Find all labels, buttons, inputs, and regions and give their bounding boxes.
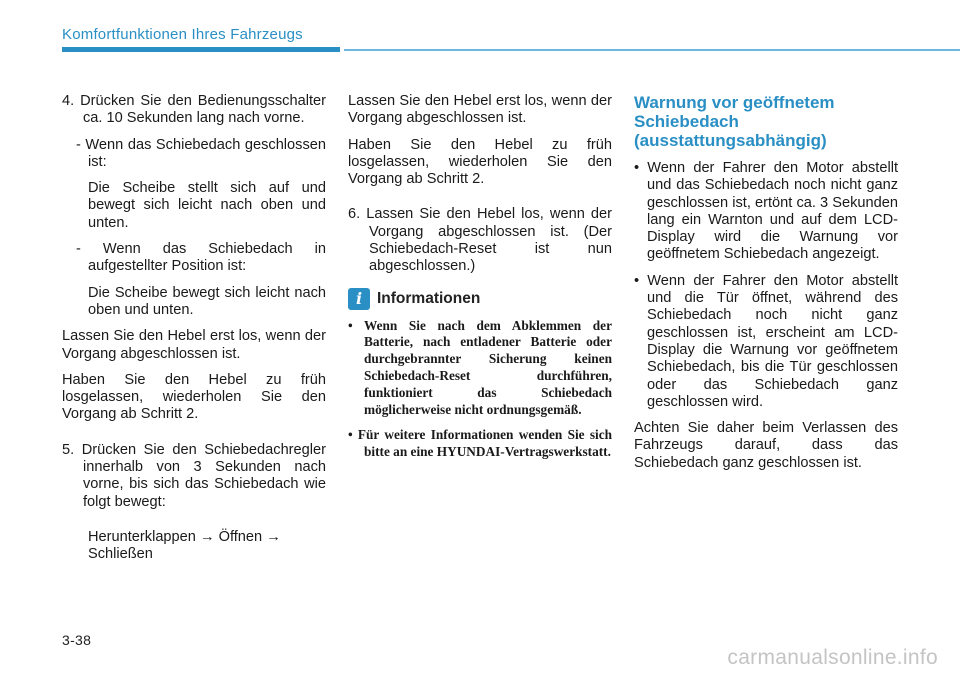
section-header: Komfortfunktionen Ihres Fahrzeugs: [62, 26, 303, 43]
warning-bullet-engine-off: • Wenn der Fahrer den Motor abstellt und das Schiebedach noch nicht ganz geschlossen ist, ertönt ca. 3 Sekunden lang ein Warnton und auf dem LCD-Display wird die Warnung vor geöffnetem Schiebedach angezeigt.: [634, 160, 898, 263]
early-release-note: Haben Sie den Hebel zu früh losgelassen, wiederholen Sie den Vorgang ab Schritt 2.: [348, 136, 612, 188]
page-number: 3-38: [62, 632, 92, 648]
release-note: Lassen Sie den Hebel erst los, wenn der Vorgang abgeschlossen ist.: [348, 93, 612, 127]
case-tilted-label: - Wenn das Schiebedach in aufgestellter Position ist:: [76, 241, 326, 275]
header-bar: [62, 47, 340, 52]
warning-bullet-door-open: • Wenn der Fahrer den Motor abstellt und die Tür öffnet, während des Schiebedach noch nicht ganz geschlossen ist, erscheint am LCD-Display die Warnung vor geöffnetem Schiebedach, bis die Tür geschlossen oder das Schiebedach ganz geschlossen wird.: [634, 272, 898, 410]
step-4: 4. Drücken Sie den Bedienungsschalter ca. 10 Sekunden lang nach vorne.: [62, 93, 326, 127]
header-rule: [344, 49, 960, 51]
info-icon: i: [348, 288, 370, 310]
info-header: [348, 288, 612, 310]
case-tilted-text: Die Scheibe bewegt sich leicht nach oben und unten.: [88, 284, 326, 318]
watermark: carmanualsonline.info: [727, 646, 938, 669]
step-5: 5. Drücken Sie den Schiebedachregler innerhalb von 3 Sekunden nach vorne, bis sich das Schiebedach wie folgt bewegt:: [62, 441, 326, 510]
release-note: Lassen Sie den Hebel erst los, wenn der Vorgang abgeschlossen ist.: [62, 328, 326, 362]
case-closed-text: Die Scheibe stellt sich auf und bewegt sich leicht nach oben und unten.: [88, 180, 326, 231]
column-middle: [348, 93, 612, 470]
movement-sequence: Herunterklappen → Öffnen → Schließen: [88, 528, 281, 563]
warning-title: Warnung vor geöffnetem Schiebedach (ausstattungsabhängig): [634, 93, 835, 150]
case-closed-label: - Wenn das Schiebedach geschlossen ist:: [76, 136, 326, 170]
info-bullet-battery: • Wenn Sie nach dem Abklemmen der Batterie, nach entladener Batterie oder durchgebrannter Sicherung keinen Schiebedach-Reset durchführen, funktioniert das Schiebedach möglicherweise nicht ordnungsgemäß.: [348, 317, 612, 417]
early-release-note: Haben Sie den Hebel zu früh losgelassen, wiederholen Sie den Vorgang ab Schritt 2.: [62, 371, 326, 423]
column-left: [62, 93, 326, 573]
column-right: [634, 93, 898, 481]
info-bullet-dealer: • Für weitere Informationen wenden Sie sich bitte an eine HYUNDAI-Vertragswerkstatt.: [348, 427, 612, 460]
info-title: Informationen: [377, 290, 481, 308]
step-6: 6. Lassen Sie den Hebel los, wenn der Vorgang abgeschlossen ist. (Der Schiebedach-Reset ist nun abgeschlossen.): [348, 206, 612, 275]
closing-note: Achten Sie daher beim Verlassen des Fahrzeugs darauf, dass das Schiebedach ganz geschlossen ist.: [634, 420, 898, 471]
